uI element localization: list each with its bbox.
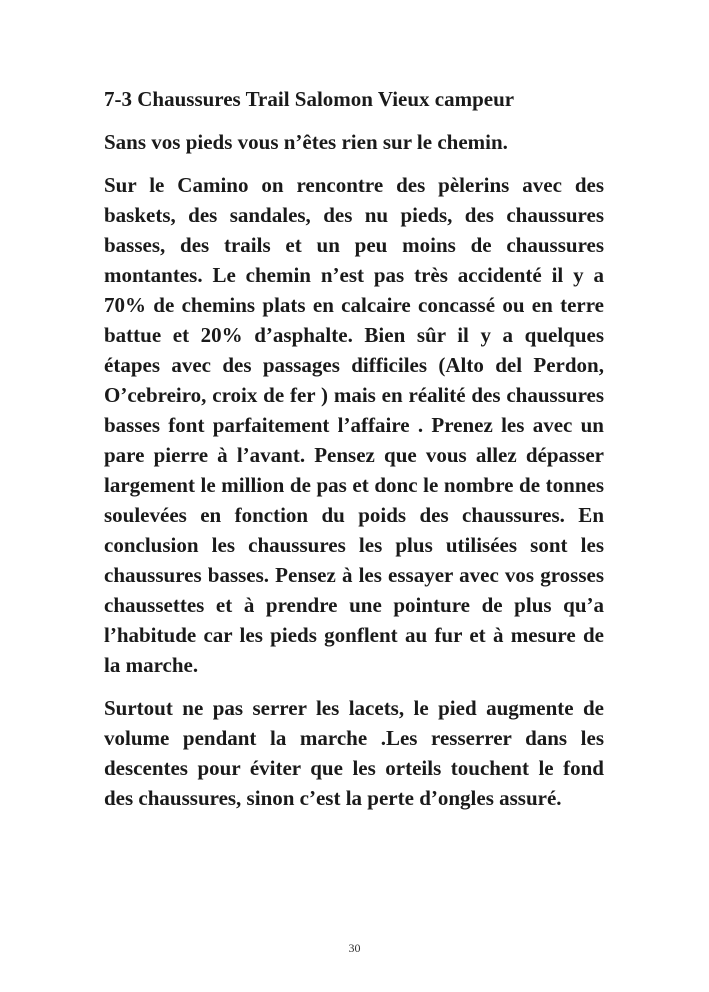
- page-number: 30: [348, 941, 361, 955]
- section-heading: 7-3 Chaussures Trail Salomon Vieux campeur: [104, 87, 515, 111]
- body-paragraph-lacets: Surtout ne pas serrer les lacets, le pied augmente de volume pendant la marche .Les resserrer dans les descentes pour éviter que les orteils touchent le fond des chaussures, sinon c’est la perte d’ongles assuré.: [104, 696, 604, 810]
- intro-paragraph: Sans vos pieds vous n’êtes rien sur le chemin.: [104, 130, 508, 154]
- body-paragraph-camino: Sur le Camino on rencontre des pèlerins avec des baskets, des sandales, des nu pieds, des chaussures basses, des trails et un peu moins de chaussures montantes. Le chemin n’est pas très accidenté il y a 70% de chemins plats en calcaire concassé ou en terre battue et 20% d’asphalte. Bien sûr il y a quelques étapes avec des passages difficiles (Alto del Perdon, O’cebreiro, croix de fer ) mais en réalité des chaussures basses font parfaitement l’affaire . Prenez les avec un pare pierre à l’avant. Pensez que vous allez dépasser largement le million de pas et donc le nombre de tonnes soulevées en fonction du poids des chaussures. En conclusion les chaussures les plus utilisées sont les chaussures basses. Pensez à les essayer avec vos grosses chaussettes et à prendre une pointure de plus qu’a l’habitude car les pieds gonflent au fur et à mesure de la marche.: [104, 173, 604, 677]
- page-content: [104, 84, 604, 826]
